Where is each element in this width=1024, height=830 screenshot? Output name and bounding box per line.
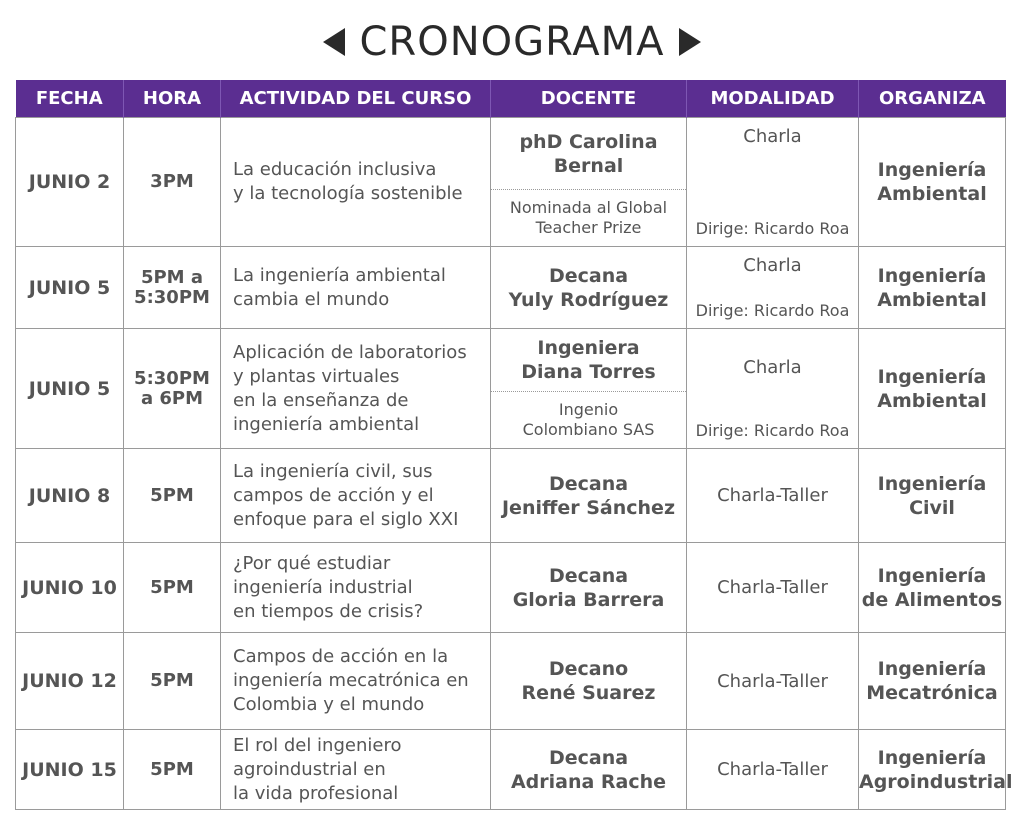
schedule-table bbox=[15, 80, 1013, 810]
activity-cell: Aplicación de laboratorios y plantas virtuales en la enseñanza de ingeniería ambiental bbox=[221, 329, 491, 449]
date-cell: JUNIO 10 bbox=[16, 543, 124, 633]
organiza-cell: Ingeniería Ambiental bbox=[859, 247, 1006, 329]
table-row bbox=[16, 329, 1006, 449]
table-row bbox=[16, 449, 1006, 543]
date-cell: JUNIO 2 bbox=[16, 118, 124, 247]
docente-cell: Decana Adriana Rache bbox=[491, 730, 687, 810]
header-modalidad: MODALIDAD bbox=[687, 80, 859, 118]
header-organiza: ORGANIZA bbox=[859, 80, 1006, 118]
docente-cell: phD Carolina Bernal Nominada al Global Teacher Prize bbox=[491, 118, 687, 247]
table-row bbox=[16, 730, 1006, 810]
activity-cell: La ingeniería civil, sus campos de acción y el enfoque para el siglo XXI bbox=[221, 449, 491, 543]
header-hora: HORA bbox=[124, 80, 221, 118]
table-row bbox=[16, 633, 1006, 730]
docente-cell: Decano René Suarez bbox=[491, 633, 687, 730]
arrow-right-icon bbox=[679, 28, 701, 56]
docente-cell: Decana Gloria Barrera bbox=[491, 543, 687, 633]
header-row bbox=[16, 80, 1006, 118]
hour-cell: 5PM bbox=[124, 633, 221, 730]
header-fecha: FECHA bbox=[16, 80, 124, 118]
arrow-left-icon bbox=[323, 28, 345, 56]
hour-cell: 5PM bbox=[124, 730, 221, 810]
activity-cell: ¿Por qué estudiar ingeniería industrial en tiempos de crisis? bbox=[221, 543, 491, 633]
table-row bbox=[16, 247, 1006, 329]
modality-cell: Charla Dirige: Ricardo Roa bbox=[687, 247, 859, 329]
date-cell: JUNIO 5 bbox=[16, 247, 124, 329]
activity-cell: El rol del ingeniero agroindustrial en la vida profesional bbox=[221, 730, 491, 810]
activity-cell: La ingeniería ambiental cambia el mundo bbox=[221, 247, 491, 329]
date-cell: JUNIO 5 bbox=[16, 329, 124, 449]
modality-cell: Charla-Taller bbox=[687, 543, 859, 633]
hour-cell: 5:30PM a 6PM bbox=[124, 329, 221, 449]
hour-cell: 5PM bbox=[124, 543, 221, 633]
organiza-cell: Ingeniería Civil bbox=[859, 449, 1006, 543]
docente-cell: Decana Yuly Rodríguez bbox=[491, 247, 687, 329]
modality-cell: Charla-Taller bbox=[687, 449, 859, 543]
modality-cell: Charla Dirige: Ricardo Roa bbox=[687, 118, 859, 247]
organiza-cell: Ingeniería Agroindustrial bbox=[859, 730, 1006, 810]
organiza-cell: Ingeniería Ambiental bbox=[859, 118, 1006, 247]
title-text: CRONOGRAMA bbox=[359, 19, 665, 65]
activity-cell: La educación inclusiva y la tecnología sostenible bbox=[221, 118, 491, 247]
docente-cell: Decana Jeniffer Sánchez bbox=[491, 449, 687, 543]
activity-cell: Campos de acción en la ingeniería mecatrónica en Colombia y el mundo bbox=[221, 633, 491, 730]
header-docente: DOCENTE bbox=[491, 80, 687, 118]
hour-cell: 5PM bbox=[124, 449, 221, 543]
date-cell: JUNIO 12 bbox=[16, 633, 124, 730]
page-title bbox=[0, 18, 1024, 66]
organiza-cell: Ingeniería de Alimentos bbox=[859, 543, 1006, 633]
modality-cell: Charla-Taller bbox=[687, 730, 859, 810]
date-cell: JUNIO 15 bbox=[16, 730, 124, 810]
modality-cell: Charla Dirige: Ricardo Roa bbox=[687, 329, 859, 449]
organiza-cell: Ingeniería Ambiental bbox=[859, 329, 1006, 449]
modality-cell: Charla-Taller bbox=[687, 633, 859, 730]
docente-cell: Ingeniera Diana Torres Ingenio Colombiano SAS bbox=[491, 329, 687, 449]
table-row bbox=[16, 543, 1006, 633]
hour-cell: 5PM a 5:30PM bbox=[124, 247, 221, 329]
header-actividad: ACTIVIDAD DEL CURSO bbox=[221, 80, 491, 118]
organiza-cell: Ingeniería Mecatrónica bbox=[859, 633, 1006, 730]
hour-cell: 3PM bbox=[124, 118, 221, 247]
table-row bbox=[16, 118, 1006, 247]
date-cell: JUNIO 8 bbox=[16, 449, 124, 543]
